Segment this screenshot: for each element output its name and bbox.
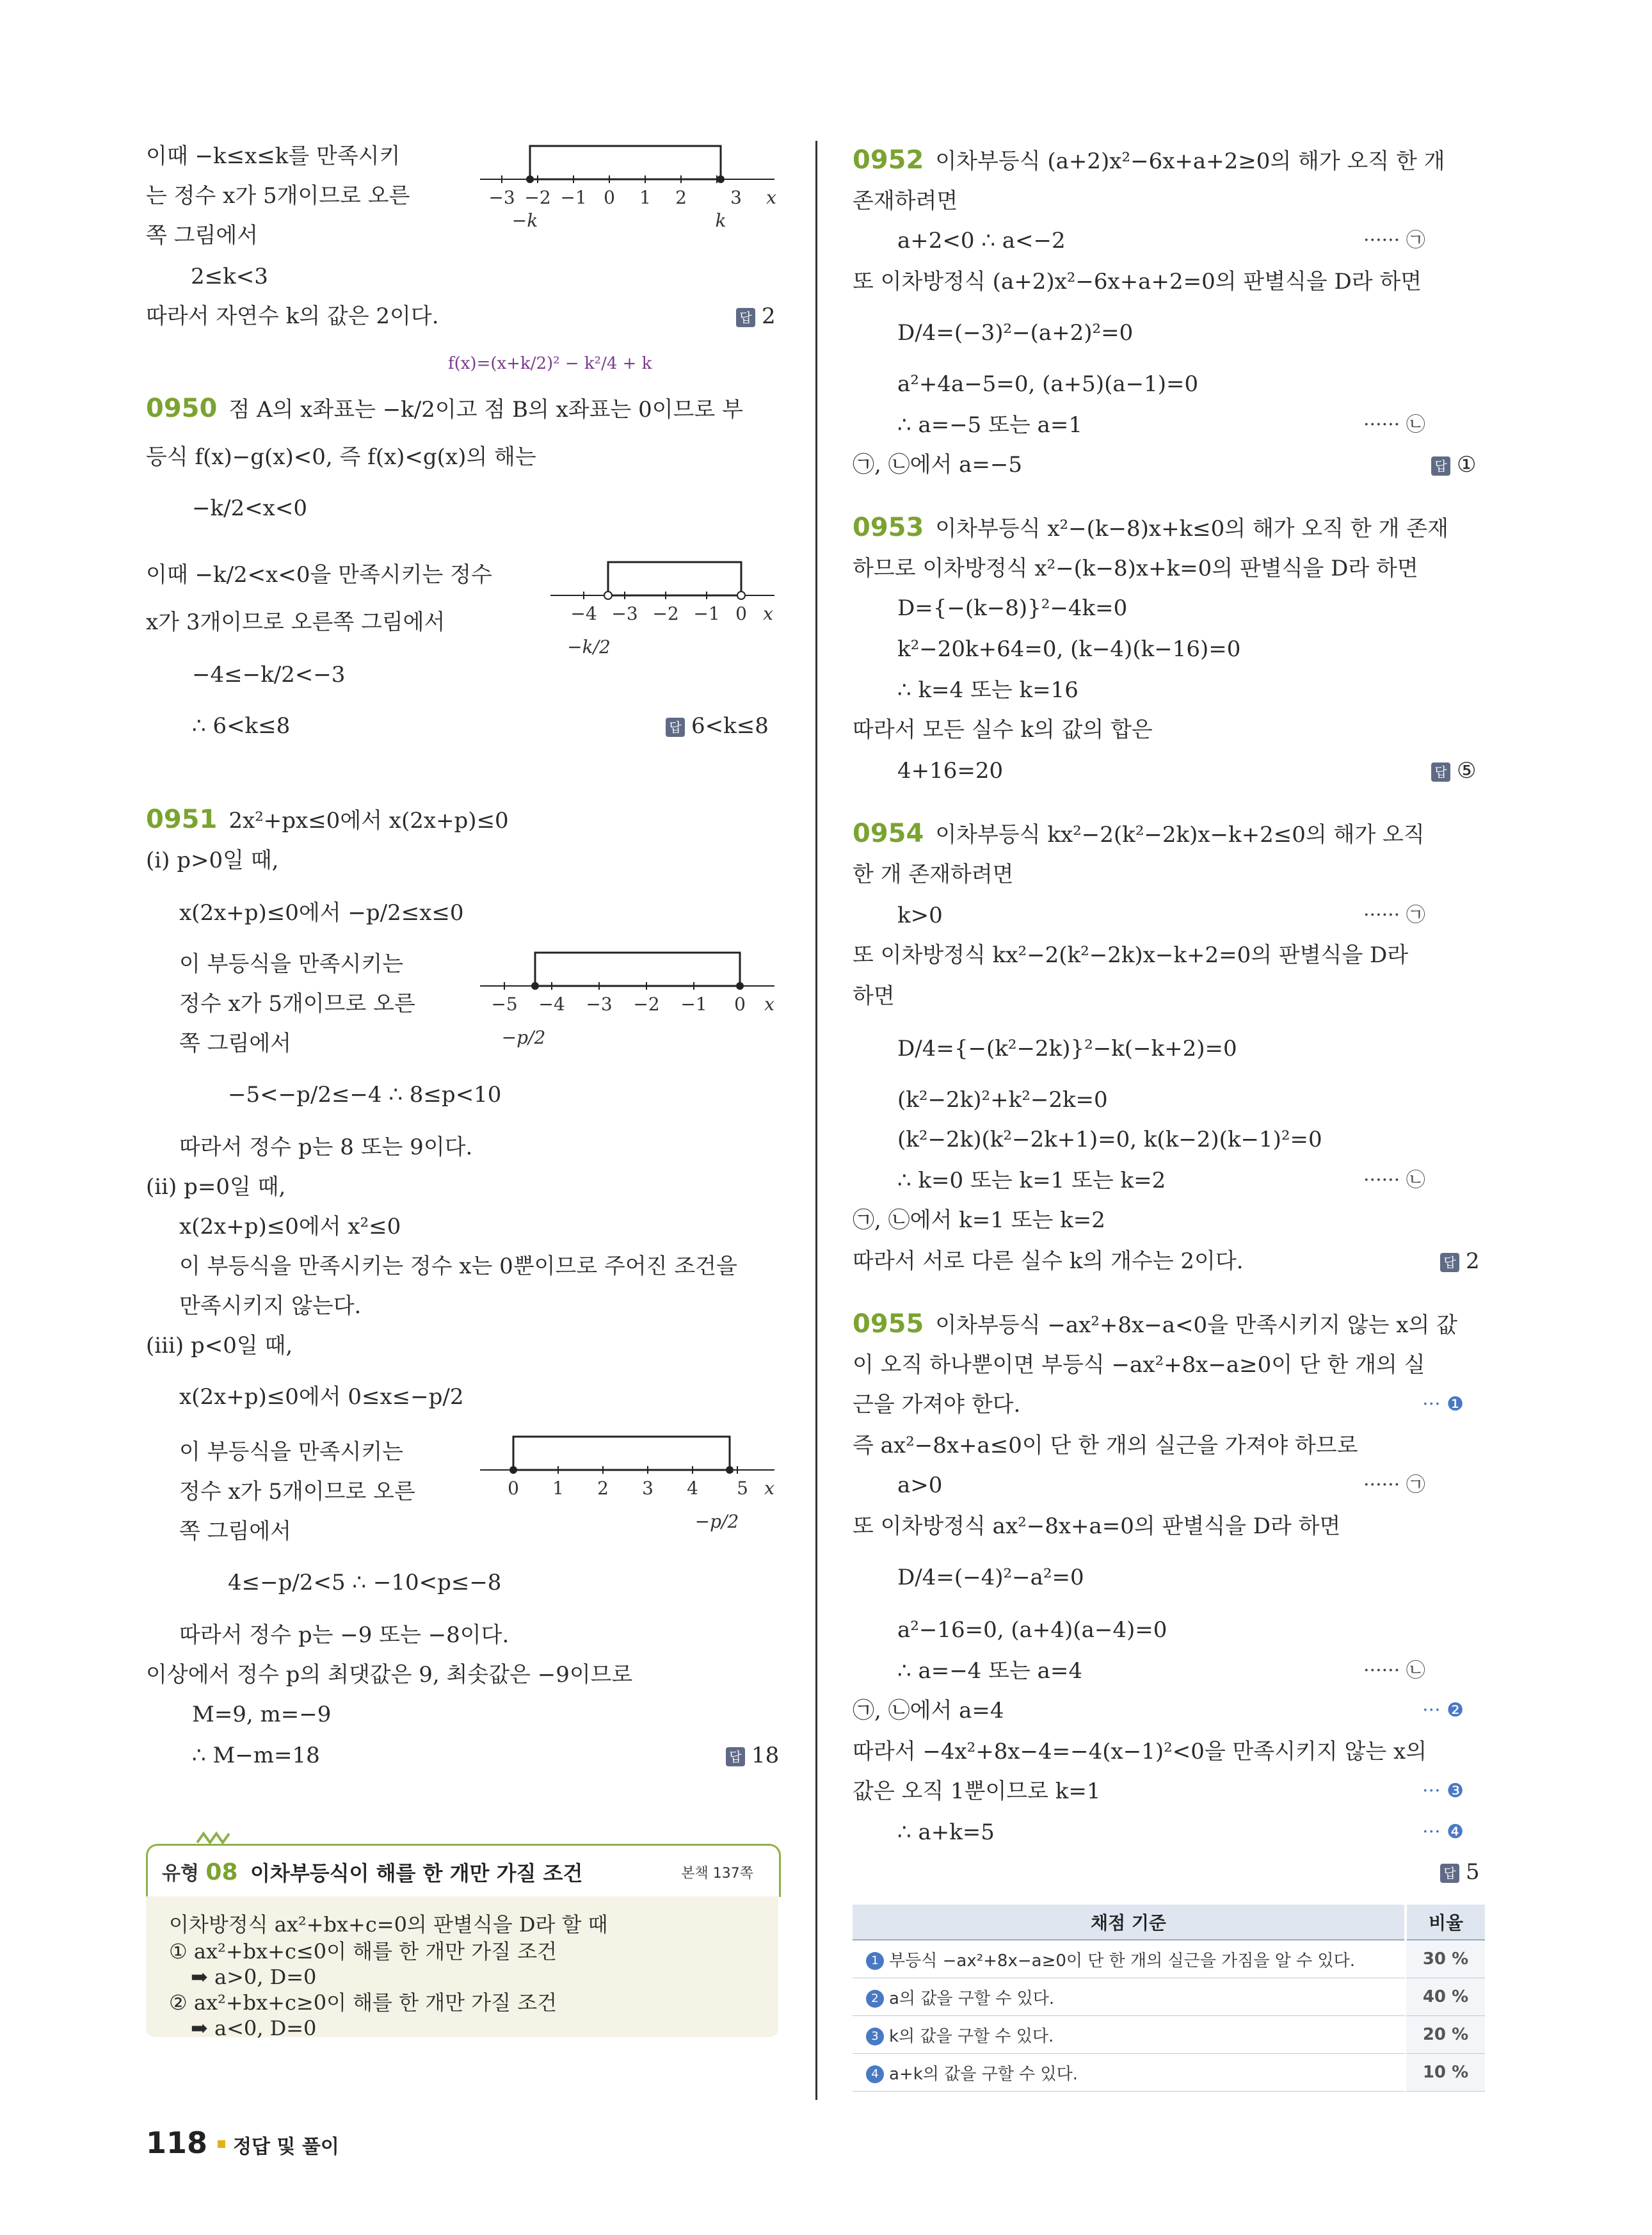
number-line-0951-a bbox=[474, 948, 781, 1063]
type-header bbox=[146, 1844, 781, 1897]
tick-label: 4 bbox=[687, 1478, 698, 1499]
type-body bbox=[146, 1896, 778, 2040]
text-line: 2≤k<3 bbox=[191, 264, 268, 289]
type-line: 이차방정식 ax²+bx+c=0의 판별식을 D라 할 때 bbox=[169, 1912, 608, 1937]
text-line: 이상에서 정수 p의 최댓값은 9, 최솟값은 −9이므로 bbox=[146, 1662, 633, 1688]
tick-label: 0 bbox=[604, 187, 615, 208]
problem-number: 0952 bbox=[853, 145, 924, 175]
answer bbox=[736, 302, 776, 330]
square-bullet-icon bbox=[218, 2140, 225, 2148]
function-note: f(x)=(x+k/2)² − k²/4 + k bbox=[448, 354, 652, 373]
type-label-text: 유형 bbox=[162, 1862, 199, 1885]
endpoint-label: k bbox=[715, 210, 726, 231]
text-line: 또 이차방정식 (a+2)x²−6x+a+2=0의 판별식을 D라 하면 bbox=[853, 269, 1422, 295]
text-line: 정수 x가 5개이므로 오른 bbox=[179, 1479, 415, 1505]
text-line: 2x²+px≤0에서 x(2x+p)≤0 bbox=[229, 808, 509, 834]
section-title: 정답 및 풀이 bbox=[233, 2136, 339, 2158]
answer-value: 2 bbox=[1466, 1248, 1480, 1274]
text-line: 하면 bbox=[853, 983, 895, 1009]
tick-label: −3 bbox=[611, 603, 638, 624]
axis-label: x bbox=[764, 994, 774, 1015]
tick-label: −2 bbox=[524, 187, 551, 208]
type-title: 이차부등식이 해를 한 개만 가질 조건 bbox=[250, 1861, 583, 1885]
type-line: ① ax²+bx+c≤0이 해를 한 개만 가질 조건 bbox=[169, 1939, 557, 1964]
text-line: 따라서 정수 p는 −9 또는 −8이다. bbox=[179, 1622, 509, 1648]
text-line: 쪽 그림에서 bbox=[179, 1519, 292, 1544]
tick-label: 5 bbox=[737, 1478, 748, 1499]
tick-label: 2 bbox=[597, 1478, 609, 1499]
text-line: 이때 −k≤x≤k를 만족시키 bbox=[146, 143, 401, 169]
text-line: 점 A의 x좌표는 −k/2이고 점 B의 x좌표는 0이므로 부 bbox=[229, 397, 743, 423]
step-number-icon: 4 bbox=[866, 2065, 884, 2083]
text-line: −k/2<x<0 bbox=[192, 496, 307, 521]
criteria-text: a의 값을 구할 수 있다. bbox=[889, 1989, 1055, 2008]
text-line: 이차부등식 −ax²+8x−a<0을 만족시키지 않는 x의 값 bbox=[935, 1312, 1457, 1338]
tick-label: 0 bbox=[734, 994, 746, 1015]
endpoint-label: −k/2 bbox=[567, 636, 611, 658]
text-line: ∴ 6<k≤8 bbox=[192, 713, 291, 739]
problem-line bbox=[853, 146, 1445, 175]
text-line: 하므로 이차방정식 x²−(k−8)x+k=0의 판별식을 D라 하면 bbox=[853, 556, 1418, 581]
answer bbox=[666, 712, 769, 740]
text-line: 이차부등식 (a+2)x²−6x+a+2≥0의 해가 오직 한 개 bbox=[935, 149, 1445, 174]
answer-icon: 답 bbox=[736, 308, 755, 327]
grading-table bbox=[853, 1905, 1485, 2092]
text-line: 쪽 그림에서 bbox=[146, 223, 259, 248]
text-line: (ii) p=0일 때, bbox=[146, 1174, 286, 1200]
problem-number: 0951 bbox=[146, 805, 218, 834]
text-line: x(2x+p)≤0에서 x²≤0 bbox=[179, 1214, 401, 1239]
table-row bbox=[853, 1940, 1485, 1978]
text-line: ∴ M−m=18 bbox=[192, 1743, 320, 1768]
text-line: 따라서 −4x²+8x−4=−4(x−1)²<0을 만족시키지 않는 x의 bbox=[853, 1739, 1427, 1764]
type-line: ② ax²+bx+c≥0이 해를 한 개만 가질 조건 bbox=[169, 1990, 557, 2015]
problem-line bbox=[146, 805, 509, 835]
problem-line bbox=[146, 394, 743, 424]
type-reference: 본책 137쪽 bbox=[681, 1866, 753, 1882]
tick-label: −1 bbox=[560, 187, 587, 208]
text-line: 따라서 자연수 k의 값은 2이다. bbox=[146, 303, 439, 329]
text-line: 4≤−p/2<5 ∴ −10<p≤−8 bbox=[228, 1570, 502, 1595]
tick-label: 0 bbox=[508, 1478, 519, 1499]
text-line: x(2x+p)≤0에서 0≤x≤−p/2 bbox=[179, 1384, 464, 1410]
number-line-0951-b bbox=[474, 1432, 781, 1547]
type-label bbox=[162, 1857, 238, 1885]
text-line: a+2<0 ∴ a<−2 bbox=[897, 228, 1066, 254]
text-line: ㉠, ㉡에서 k=1 또는 k=2 bbox=[853, 1207, 1105, 1233]
equation-mark: ······ ㉡ bbox=[1363, 1169, 1425, 1191]
text-line: ∴ k=4 또는 k=16 bbox=[897, 677, 1079, 703]
text-line: ∴ k=0 또는 k=1 또는 k=2 bbox=[897, 1168, 1166, 1193]
problem-line bbox=[853, 1310, 1457, 1339]
step-mark: ··· ❹ bbox=[1422, 1821, 1464, 1843]
equation-mark: ······ ㉡ bbox=[1363, 1659, 1425, 1682]
text-line: a>0 bbox=[897, 1473, 943, 1498]
text-line: 정수 x가 5개이므로 오른 bbox=[179, 991, 415, 1017]
text-line: (iii) p<0일 때, bbox=[146, 1333, 293, 1359]
text-line: 근을 가져야 한다. bbox=[853, 1392, 1021, 1417]
text-line: 는 정수 x가 5개이므로 오른 bbox=[146, 183, 410, 209]
tick-label: −2 bbox=[652, 603, 679, 624]
criteria-text: 부등식 −ax²+8x−a≥0이 단 한 개의 실근을 가짐을 알 수 있다. bbox=[889, 1951, 1356, 1971]
equation-mark: ······ ㉡ bbox=[1363, 414, 1425, 436]
text-line: ∴ a=−5 또는 a=1 bbox=[897, 412, 1083, 438]
text-line: 한 개 존재하려면 bbox=[853, 862, 1014, 887]
text-line: −5<−p/2≤−4 ∴ 8≤p<10 bbox=[228, 1082, 502, 1108]
text-line: 또 이차방정식 kx²−2(k²−2k)x−k+2=0의 판별식을 D라 bbox=[853, 942, 1409, 968]
criteria-cell bbox=[853, 1978, 1406, 2016]
text-line: ∴ a=−4 또는 a=4 bbox=[897, 1658, 1083, 1684]
criteria-text: k의 값을 구할 수 있다. bbox=[889, 2026, 1054, 2046]
tick-label: −4 bbox=[538, 994, 565, 1015]
header-criteria: 채점 기준 bbox=[853, 1905, 1406, 1940]
problem-number: 0955 bbox=[853, 1309, 924, 1339]
page-number: 118 bbox=[146, 2126, 208, 2160]
text-line: 이 부등식을 만족시키는 bbox=[179, 951, 404, 977]
ratio-cell: 30 % bbox=[1406, 1940, 1485, 1978]
type-number: 08 bbox=[205, 1859, 238, 1885]
type-line: ➡ a>0, D=0 bbox=[191, 1965, 317, 1989]
text-line: 따라서 정수 p는 8 또는 9이다. bbox=[179, 1134, 473, 1160]
answer bbox=[1431, 451, 1476, 479]
answer-icon: 답 bbox=[1440, 1864, 1459, 1883]
text-line: D={−(k−8)}²−4k=0 bbox=[897, 595, 1128, 621]
text-line: D/4=(−4)²−a²=0 bbox=[897, 1565, 1084, 1590]
text-line: 이때 −k/2<x<0을 만족시키는 정수 bbox=[146, 562, 492, 588]
ratio-cell: 40 % bbox=[1406, 1978, 1485, 2016]
text-line: 즉 ax²−8x+a≤0이 단 한 개의 실근을 가져야 하므로 bbox=[853, 1433, 1358, 1458]
step-mark: ··· ❸ bbox=[1422, 1780, 1464, 1802]
text-line: 쪽 그림에서 bbox=[179, 1031, 292, 1056]
tick-label: 1 bbox=[639, 187, 651, 208]
equation-mark: ······ ㉠ bbox=[1363, 904, 1425, 926]
text-line: 4+16=20 bbox=[897, 758, 1004, 784]
tick-label: 3 bbox=[730, 187, 742, 208]
answer-value: ① bbox=[1457, 452, 1477, 478]
text-line: (k²−2k)(k²−2k+1)=0, k(k−2)(k−1)²=0 bbox=[897, 1127, 1322, 1152]
text-line: (k²−2k)²+k²−2k=0 bbox=[897, 1087, 1108, 1113]
text-line: ㉠, ㉡에서 a=−5 bbox=[853, 452, 1022, 478]
tick-label: −4 bbox=[570, 603, 597, 624]
text-line: 만족시키지 않는다. bbox=[179, 1293, 362, 1319]
criteria-cell bbox=[853, 2054, 1406, 2092]
text-line: ∴ a+k=5 bbox=[897, 1819, 995, 1845]
step-number-icon: 2 bbox=[866, 1990, 884, 2008]
ratio-cell: 10 % bbox=[1406, 2054, 1485, 2092]
header-ratio: 비율 bbox=[1406, 1905, 1485, 1940]
answer-icon: 답 bbox=[666, 718, 685, 737]
step-number-icon: 3 bbox=[866, 2028, 884, 2045]
problem-line bbox=[853, 513, 1448, 543]
text-line: 또 이차방정식 ax²−8x+a=0의 판별식을 D라 하면 bbox=[853, 1513, 1341, 1539]
problem-number: 0953 bbox=[853, 513, 924, 542]
type-line: ➡ a<0, D=0 bbox=[191, 2016, 317, 2040]
text-line: a²−16=0, (a+4)(a−4)=0 bbox=[897, 1617, 1167, 1643]
tick-label: 0 bbox=[735, 603, 747, 624]
table-row bbox=[853, 2016, 1485, 2054]
criteria-cell bbox=[853, 1940, 1406, 1978]
text-line: k²−20k+64=0, (k−4)(k−16)=0 bbox=[897, 636, 1241, 662]
type-summary-box bbox=[146, 1844, 778, 2040]
problem-number: 0954 bbox=[853, 819, 924, 848]
endpoint-label: −p/2 bbox=[501, 1027, 546, 1048]
text-line: 따라서 모든 실수 k의 값의 합은 bbox=[853, 717, 1153, 743]
tick-label: −3 bbox=[586, 994, 613, 1015]
text-line: −4≤−k/2<−3 bbox=[192, 662, 346, 688]
answer-icon: 답 bbox=[1440, 1253, 1459, 1272]
answer bbox=[1440, 1247, 1480, 1275]
table-header-row bbox=[853, 1905, 1485, 1940]
text-line: 이 오직 하나뿐이면 부등식 −ax²+8x−a≥0이 단 한 개의 실 bbox=[853, 1352, 1425, 1378]
ratio-cell: 20 % bbox=[1406, 2016, 1485, 2054]
text-line: a²+4a−5=0, (a+5)(a−1)=0 bbox=[897, 371, 1199, 397]
criteria-cell bbox=[853, 2016, 1406, 2054]
answer bbox=[1431, 757, 1476, 785]
text-line: 이 부등식을 만족시키는 정수 x는 0뿐이므로 주어진 조건을 bbox=[179, 1254, 737, 1279]
answer-icon: 답 bbox=[726, 1747, 745, 1766]
answer-value: ⑤ bbox=[1457, 758, 1477, 784]
text-line: (i) p>0일 때, bbox=[146, 848, 279, 873]
axis-label: x bbox=[766, 187, 776, 208]
table-row bbox=[853, 2054, 1485, 2092]
tick-label: −1 bbox=[693, 603, 720, 624]
answer-value: 5 bbox=[1466, 1859, 1480, 1885]
text-line: D/4={−(k²−2k)}²−k(−k+2)=0 bbox=[897, 1036, 1237, 1061]
text-line: 존재하려면 bbox=[853, 188, 958, 214]
text-line: 이차부등식 x²−(k−8)x+k≤0의 해가 오직 한 개 존재 bbox=[935, 516, 1448, 542]
answer bbox=[1440, 1858, 1480, 1886]
tick-label: −5 bbox=[491, 994, 518, 1015]
tick-label: −3 bbox=[488, 187, 515, 208]
problem-line bbox=[853, 819, 1425, 849]
answer bbox=[726, 1741, 779, 1770]
equation-mark: ······ ㉠ bbox=[1363, 229, 1425, 252]
step-mark: ··· ❶ bbox=[1422, 1393, 1464, 1416]
text-line: x(2x+p)≤0에서 −p/2≤x≤0 bbox=[179, 900, 464, 926]
answer-value: 6<k≤8 bbox=[691, 713, 769, 739]
text-line: 이 부등식을 만족시키는 bbox=[179, 1439, 404, 1465]
text-line: 값은 오직 1뿐이므로 k=1 bbox=[853, 1779, 1101, 1804]
answer-value: 18 bbox=[751, 1743, 780, 1768]
text-line: x가 3개이므로 오른쪽 그림에서 bbox=[146, 609, 445, 635]
tick-label: 3 bbox=[642, 1478, 654, 1499]
answer-value: 2 bbox=[762, 303, 776, 329]
tick-label: −1 bbox=[680, 994, 707, 1015]
page-footer bbox=[146, 2126, 339, 2160]
number-line-0950 bbox=[550, 557, 781, 672]
problem-number: 0950 bbox=[146, 394, 218, 423]
text-line: 등식 f(x)−g(x)<0, 즉 f(x)<g(x)의 해는 bbox=[146, 444, 536, 470]
answer-icon: 답 bbox=[1431, 456, 1450, 476]
step-number-icon: 1 bbox=[866, 1952, 884, 1970]
tick-label: 2 bbox=[675, 187, 687, 208]
table-row bbox=[853, 1978, 1485, 2016]
equation-mark: ······ ㉠ bbox=[1363, 1474, 1425, 1496]
endpoint-label: −k bbox=[511, 210, 538, 231]
criteria-text: a+k의 값을 구할 수 있다. bbox=[889, 2064, 1079, 2084]
endpoint-label: −p/2 bbox=[694, 1511, 739, 1532]
axis-label: x bbox=[764, 1478, 774, 1499]
column-divider bbox=[815, 141, 817, 2100]
text-line: D/4=(−3)²−(a+2)²=0 bbox=[897, 320, 1134, 346]
text-line: M=9, m=−9 bbox=[192, 1702, 332, 1727]
step-mark: ··· ❷ bbox=[1422, 1699, 1464, 1722]
tick-label: 1 bbox=[552, 1478, 564, 1499]
tick-label: −2 bbox=[633, 994, 660, 1015]
text-line: 따라서 서로 다른 실수 k의 개수는 2이다. bbox=[853, 1248, 1244, 1274]
text-line: k>0 bbox=[897, 903, 943, 928]
number-line-0949 bbox=[474, 141, 781, 230]
text-line: 이차부등식 kx²−2(k²−2k)x−k+2≤0의 해가 오직 bbox=[935, 822, 1425, 848]
text-line: ㉠, ㉡에서 a=4 bbox=[853, 1698, 1004, 1723]
answer-icon: 답 bbox=[1431, 762, 1450, 782]
axis-label: x bbox=[763, 603, 773, 624]
